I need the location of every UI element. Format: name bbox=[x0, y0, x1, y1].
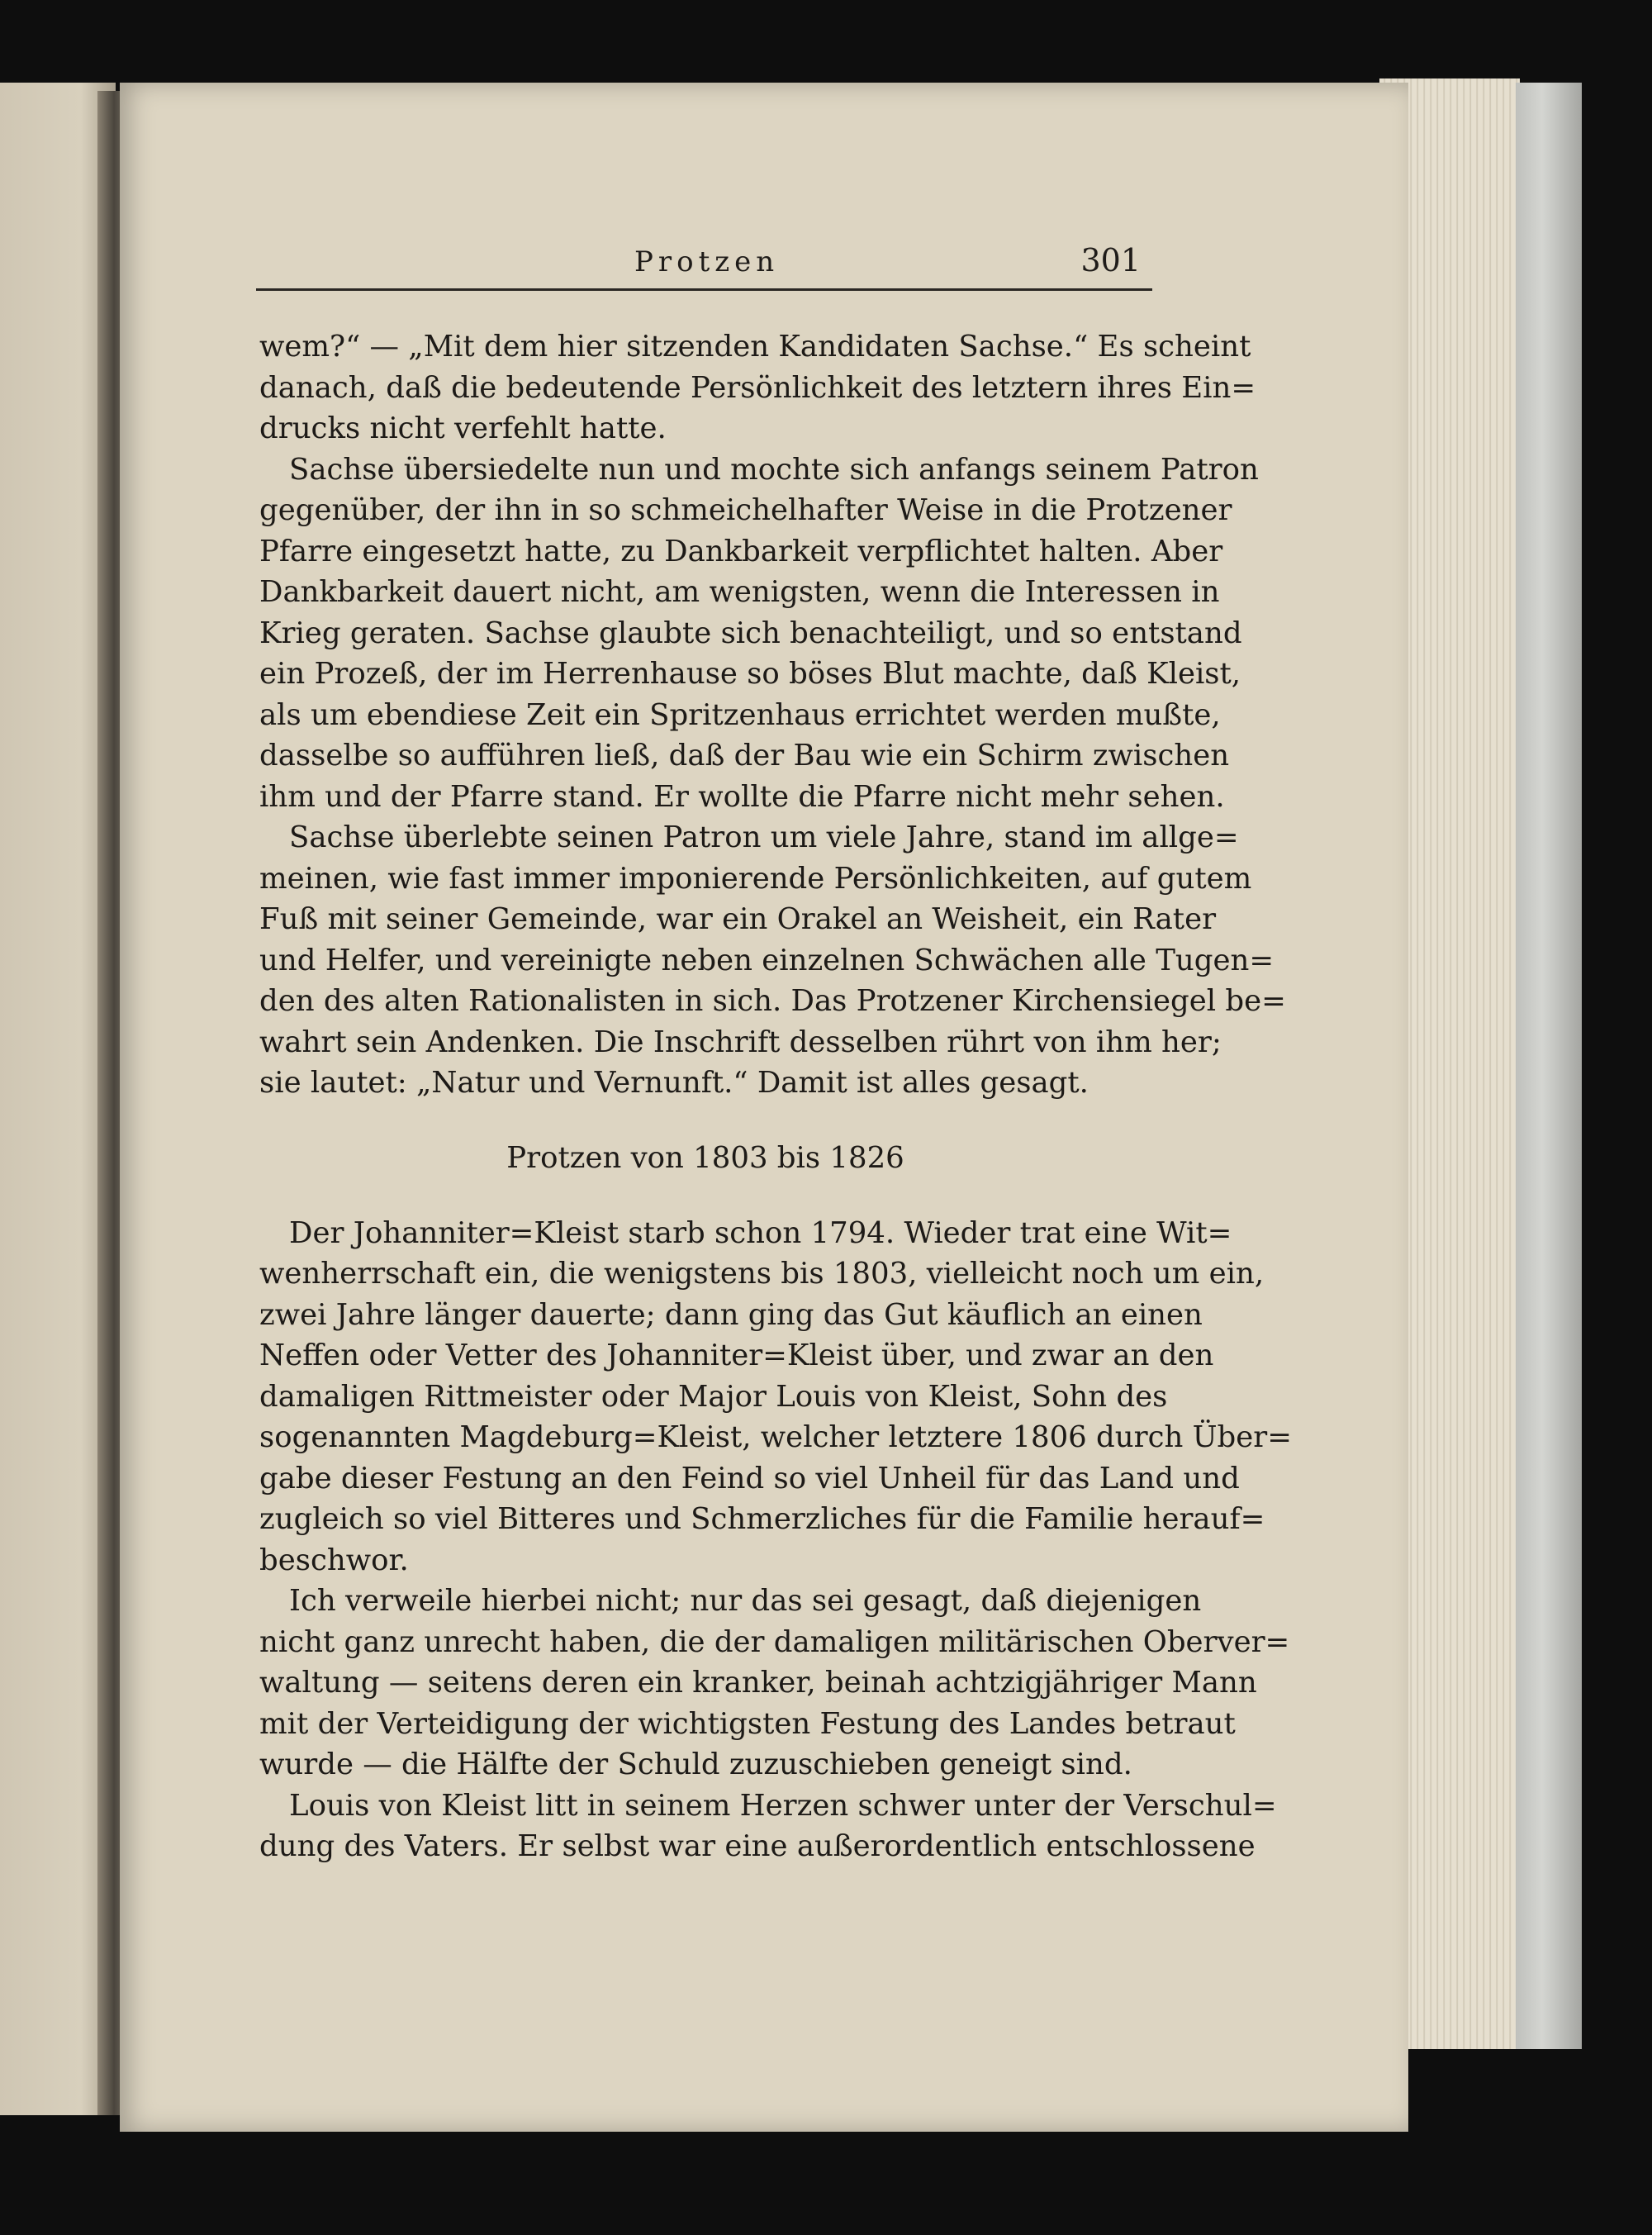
text-line: dung des Vaters. Er selbst war eine außerordentlich entschlossene bbox=[259, 1829, 1256, 1863]
text-line: zwei Jahre länger dauerte; dann ging das Gut käuflich an einen bbox=[259, 1297, 1203, 1332]
paragraph bbox=[259, 1581, 1290, 1786]
text-line: wem?“ — „Mit dem hier sitzenden Kandidaten Sachse.“ Es scheint bbox=[259, 330, 1251, 364]
paragraph bbox=[259, 449, 1259, 818]
text-line: wahrt sein Andenken. Die Inschrift desselben rührt von ihm her; bbox=[259, 1025, 1222, 1059]
text-line: mit der Verteidigung der wichtigsten Festung des Landes betraut bbox=[259, 1706, 1236, 1741]
text-line: gabe dieser Festung an den Feind so viel Unheil für das Land und bbox=[259, 1461, 1240, 1496]
text-line: Pfarre eingesetzt hatte, zu Dankbarkeit verpflichtet halten. Aber bbox=[259, 534, 1223, 568]
text-line: sie lautet: „Natur und Vernunft.“ Damit ist alles gesagt. bbox=[259, 1066, 1089, 1100]
page-number: 301 bbox=[1080, 242, 1141, 278]
book-cover-edge bbox=[1516, 83, 1582, 2049]
text-line: Fuß mit seiner Gemeinde, war ein Orakel an Weisheit, ein Rater bbox=[259, 902, 1217, 936]
paragraph bbox=[259, 817, 1286, 1104]
text-part-1 bbox=[259, 326, 1286, 1104]
running-header bbox=[256, 242, 1152, 291]
text-line: gegenüber, der ihn in so schmeichelhafter Weise in die Protzener bbox=[259, 493, 1232, 527]
text-line: und Helfer, und vereinigte neben einzelnen Schwächen alle Tugen= bbox=[259, 943, 1275, 977]
text-line: Dankbarkeit dauert nicht, am wenigsten, wenn die Interessen in bbox=[259, 575, 1220, 609]
text-line: drucks nicht verfehlt hatte. bbox=[259, 411, 667, 445]
text-line: wenherrschaft ein, die wenigstens bis 1803, vielleicht noch um ein, bbox=[259, 1257, 1265, 1291]
text-line: zugleich so viel Bitteres und Schmerzliches für die Familie herauf= bbox=[259, 1502, 1265, 1536]
text-line: den des alten Rationalisten in sich. Das Protzener Kirchensiegel be= bbox=[259, 984, 1286, 1018]
text-line: nicht ganz unrecht haben, die der damaligen militärischen Oberver= bbox=[259, 1624, 1290, 1659]
text-line: ihm und der Pfarre stand. Er wollte die Pfarre nicht mehr sehen. bbox=[259, 779, 1225, 814]
text-line: damaligen Rittmeister oder Major Louis von Kleist, Sohn des bbox=[259, 1379, 1168, 1414]
text-line: Neffen oder Vetter des Johanniter=Kleist über, und zwar an den bbox=[259, 1339, 1214, 1372]
text-line: Krieg geraten. Sachse glaubte sich benachteiligt, und so entstand bbox=[259, 616, 1242, 650]
text-line: als um ebendiese Zeit ein Spritzenhaus errichtet werden mußte, bbox=[259, 697, 1221, 732]
text-line: Ich verweile hierbei nicht; nur das sei gesagt, daß diejenigen bbox=[289, 1584, 1202, 1618]
text-line: Louis von Kleist litt in seinem Herzen schwer unter der Verschul= bbox=[289, 1788, 1277, 1823]
text-line: beschwor. bbox=[259, 1543, 409, 1577]
body-text bbox=[259, 326, 1293, 1867]
text-line: dasselbe so aufführen ließ, daß der Bau wie ein Schirm zwischen bbox=[259, 739, 1230, 773]
text-line: sogenannten Magdeburg=Kleist, welcher letztere 1806 durch Über= bbox=[259, 1420, 1293, 1454]
text-line: waltung — seitens deren ein kranker, beinah achtzigjähriger Mann bbox=[259, 1666, 1257, 1700]
paragraph bbox=[259, 1213, 1293, 1581]
text-line: wurde — die Hälfte der Schuld zuzuschieben geneigt sind. bbox=[259, 1748, 1132, 1781]
running-title: Protzen bbox=[634, 245, 780, 278]
section-heading: Protzen von 1803 bis 1826 bbox=[506, 1140, 904, 1175]
text-line: meinen, wie fast immer imponierende Persönlichkeiten, auf gutem bbox=[259, 861, 1252, 896]
text-line: Sachse überlebte seinen Patron um viele Jahre, stand im allge= bbox=[289, 820, 1239, 854]
text-line: Der Johanniter=Kleist starb schon 1794. Wieder trat eine Wit= bbox=[289, 1215, 1232, 1250]
text-line: ein Prozeß, der im Herrenhause so böses Blut machte, daß Kleist, bbox=[259, 657, 1241, 691]
text-part-2 bbox=[259, 1213, 1293, 1867]
paragraph bbox=[259, 1786, 1277, 1867]
paragraph bbox=[259, 326, 1256, 449]
text-line: danach, daß die bedeutende Persönlichkeit des letztern ihres Ein= bbox=[259, 370, 1256, 405]
text-line: Sachse übersiedelte nun und mochte sich anfangs seinem Patron bbox=[289, 452, 1259, 487]
